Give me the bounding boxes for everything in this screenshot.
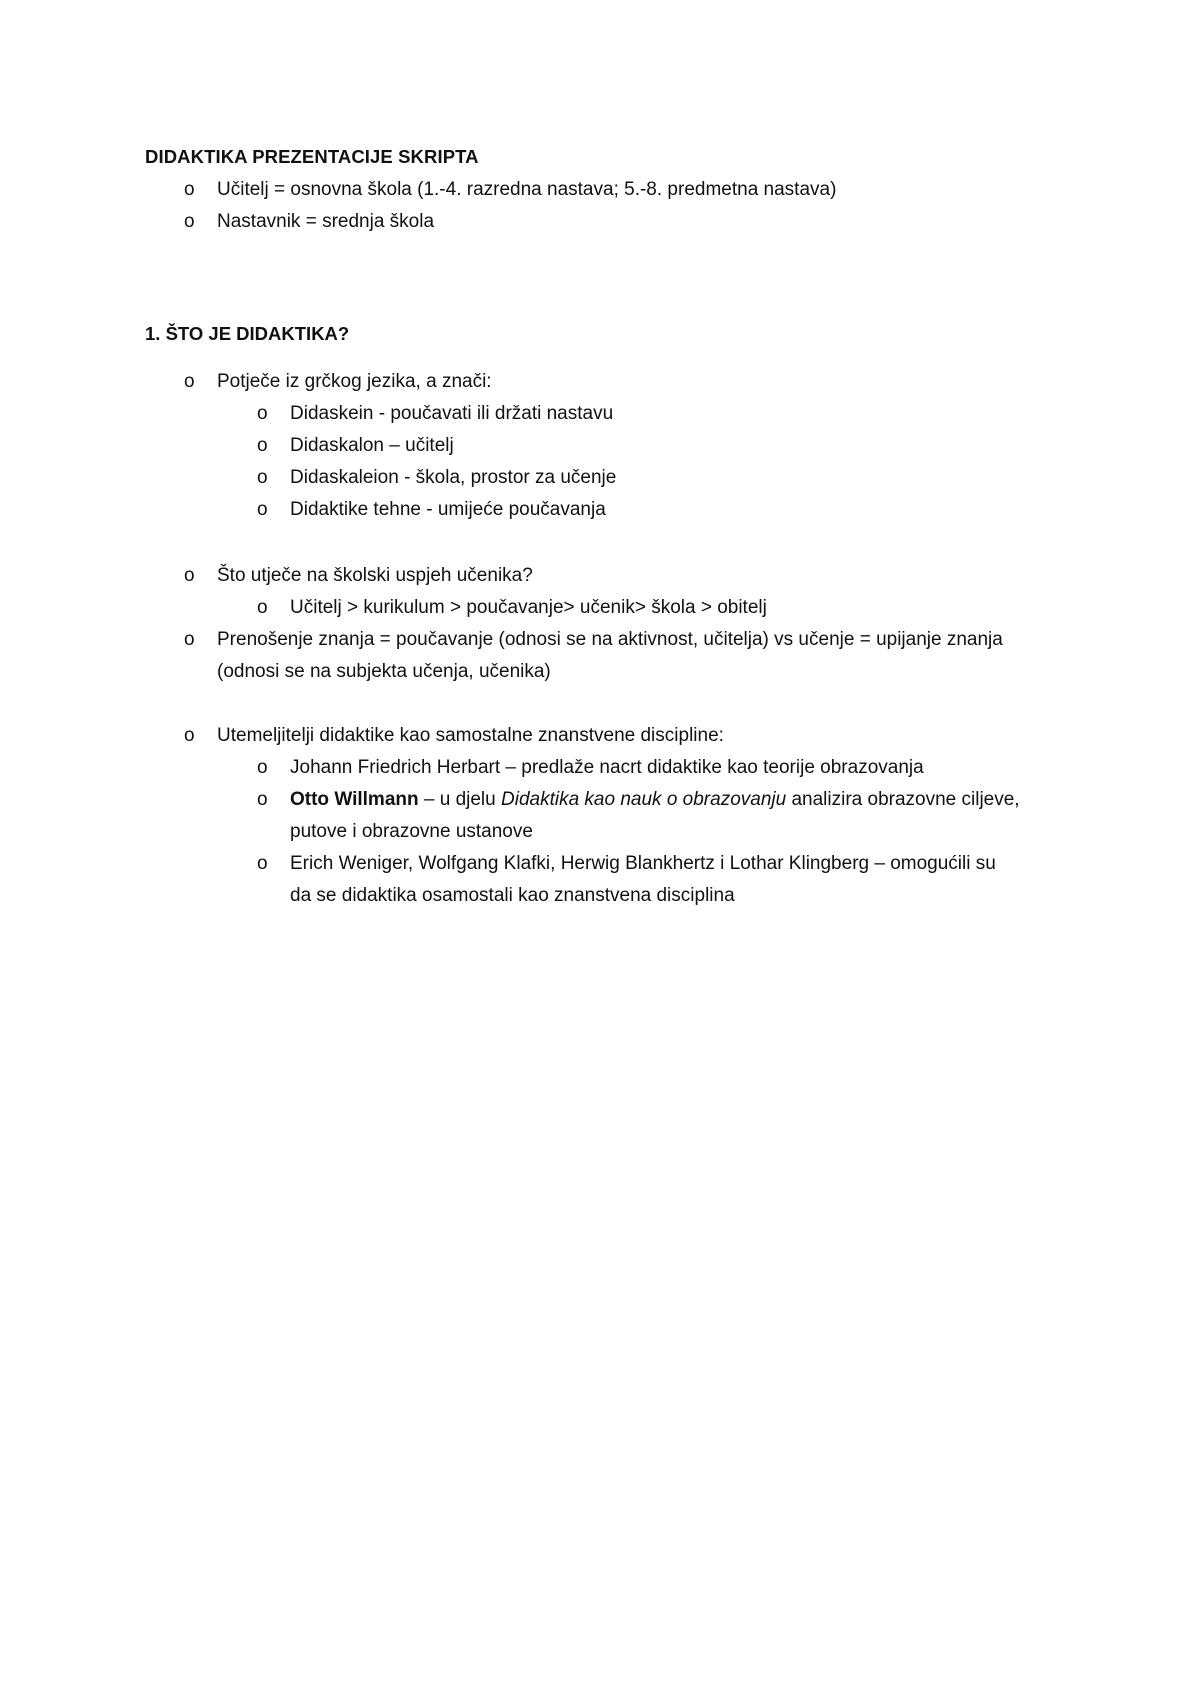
intro-item-ucitelj: Učitelj = osnovna škola (1.-4. razredna nastava; 5.-8. predmetna nastava) <box>217 179 837 200</box>
success-text: Što utječe na školski uspjeh učenika? <box>217 565 533 586</box>
origin-item: Didaktike tehne - umijeće poučavanja <box>290 499 606 520</box>
transfer-line-1: Prenošenje znanja = poučavanje (odnosi se na aktivnost, učitelja) vs učenje = upijanje znanja <box>217 629 1003 650</box>
origin-item: Didaskalon – učitelj <box>290 435 454 456</box>
document-title: DIDAKTIKA PREZENTACIJE SKRIPTA <box>145 146 479 167</box>
sub-bullet-marker: o <box>257 435 268 456</box>
success-item: Učitelj > kurikulum > poučavanje> učenik> škola > obitelj <box>290 597 767 618</box>
intro-item-nastavnik: Nastavnik = srednja škola <box>217 211 435 232</box>
origin-item: Didaskein - poučavati ili držati nastavu <box>290 403 614 424</box>
sub-bullet-marker: o <box>257 789 268 810</box>
sub-bullet-marker: o <box>257 499 268 520</box>
bullet-marker: o <box>184 211 195 232</box>
sub-bullet-marker: o <box>257 853 268 874</box>
bullet-marker: o <box>184 565 195 586</box>
bullet-marker: o <box>184 629 195 650</box>
bullet-marker: o <box>184 725 195 746</box>
founders-others-line-1: Erich Weniger, Wolfgang Klafki, Herwig Blankhertz i Lothar Klingberg – omogućili su <box>290 853 996 874</box>
sub-bullet-marker: o <box>257 757 268 778</box>
willmann-rest: analizira obrazovne ciljeve, <box>786 789 1020 810</box>
bullet-marker: o <box>184 179 195 200</box>
sub-bullet-marker: o <box>257 467 268 488</box>
willmann-work-title: Didaktika kao nauk o obrazovanju <box>501 789 787 810</box>
founder-willmann <box>290 784 1020 816</box>
transfer-line-2: (odnosi se na subjekta učenja, učenika) <box>217 661 551 682</box>
sub-bullet-marker: o <box>257 597 268 618</box>
origin-item: Didaskaleion - škola, prostor za učenje <box>290 467 617 488</box>
sub-bullet-marker: o <box>257 403 268 424</box>
willmann-name: Otto Willmann <box>290 789 419 810</box>
founder-herbart: Johann Friedrich Herbart – predlaže nacrt didaktike kao teorije obrazovanja <box>290 757 924 778</box>
origin-text: Potječe iz grčkog jezika, a znači: <box>217 371 492 392</box>
founders-others-line-2: da se didaktika osamostali kao znanstvena disciplina <box>290 885 735 906</box>
founders-text: Utemeljitelji didaktike kao samostalne znanstvene discipline: <box>217 725 724 746</box>
bullet-marker: o <box>184 371 195 392</box>
willmann-mid: – u djelu <box>418 789 501 810</box>
section-heading: 1. ŠTO JE DIDAKTIKA? <box>145 323 350 344</box>
founder-willmann-line-2: putove i obrazovne ustanove <box>290 821 533 842</box>
